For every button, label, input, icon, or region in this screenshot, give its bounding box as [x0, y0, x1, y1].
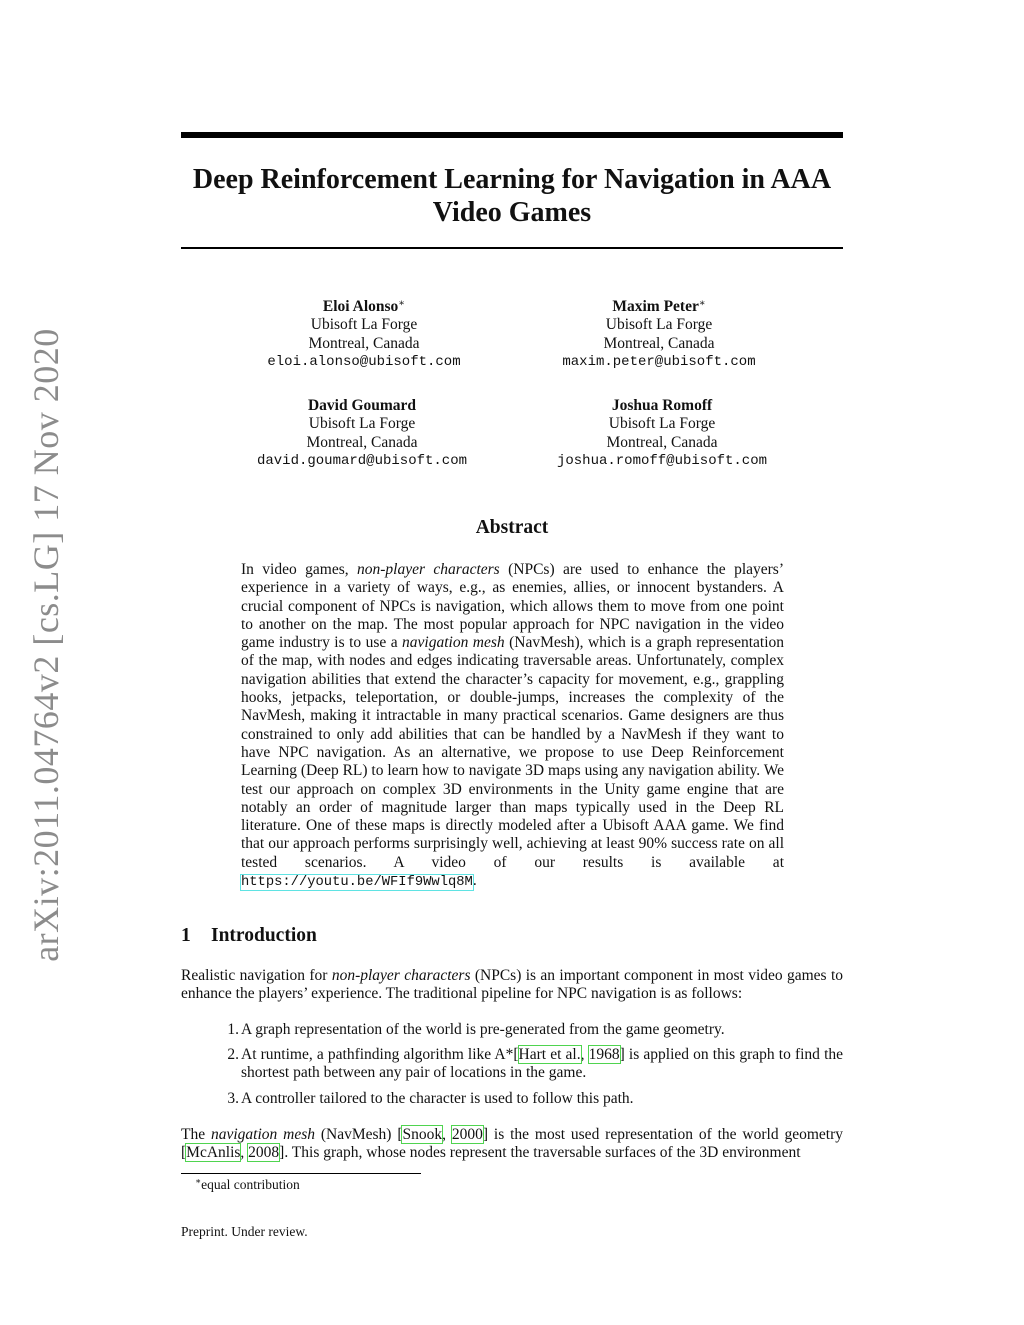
citation-author-link[interactable]: Snook — [402, 1126, 443, 1143]
title-top-rule — [181, 132, 843, 138]
video-link[interactable]: https://youtu.be/WFIf9Wwlq8M — [241, 875, 473, 891]
abstract-text: (NavMesh), which is a graph representation of the map, with nodes and edges indicating traversable areas. Unfortunately, complex navigation abilities that extend the character’s capacity for movement, e.g., grappling hooks, jetpacks, teleportation, or double-jumps, increases the complexity of the NavMesh, making it intractable in many practical scenarios. Game designers are thus constrained to only add abilities that can be handled by a NavMesh if they want to have NPC navigation. As an alternative, we propose to use Deep Reinforcement Learning (Deep RL) to learn how to navigate 3D maps using any navigation ability. We test our approach on complex 3D environments in the Unity game engine that are notably an order of magnitude larger than maps typically used in the Deep RL literature. One of these maps is directly modeled after a Ubisoft AAA game. We find that our approach performs surprisingly well, achieving at least 90% success rate on all tested scenarios. A video of our results is available at — [241, 634, 784, 871]
citation-year-link[interactable]: 2008 — [248, 1144, 280, 1162]
abstract-text: . — [472, 872, 477, 890]
equal-contribution-mark: ∗ — [698, 298, 706, 309]
paragraph-text: ]. This graph, whose nodes represent the traversable surfaces of the 3D environment — [279, 1144, 801, 1162]
author-email[interactable]: joshua.romoff@ubisoft.com — [556, 453, 768, 470]
abstract-body — [241, 561, 784, 892]
author-affiliation: Ubisoft La Forge — [605, 316, 713, 334]
list-text-part: At runtime, a pathfinding algorithm like A*[ — [241, 1046, 519, 1063]
footnote-text: equal contribution — [201, 1177, 300, 1192]
citation-author-link[interactable]: Hart et al. — [518, 1046, 581, 1063]
citation-year-link[interactable]: 2000 — [451, 1126, 483, 1143]
section-number: 1 — [181, 925, 191, 946]
author-block — [499, 295, 819, 372]
abstract-heading: Abstract — [475, 517, 549, 538]
paragraph-text: The — [181, 1126, 211, 1143]
paragraph-emphasis: non-player characters — [331, 967, 471, 984]
intro-paragraph — [181, 967, 843, 1004]
footnote-rule — [181, 1173, 421, 1174]
citation-separator: , — [442, 1126, 452, 1143]
author-name: David Goumard — [307, 397, 417, 414]
author-name: Joshua Romoff — [611, 397, 713, 414]
citation-separator: , — [240, 1144, 249, 1162]
paragraph-text: Realistic navigation for — [181, 967, 332, 984]
list-text — [241, 1046, 843, 1083]
paragraph-text: (NavMesh) [ — [315, 1126, 403, 1143]
abstract-emphasis: non-player characters — [357, 561, 500, 578]
author-affiliation: Ubisoft La Forge — [308, 415, 416, 433]
paragraph-text: ] is the most used representation of the world geometry [ — [181, 1126, 843, 1162]
equal-contribution-mark: ∗ — [398, 298, 406, 309]
list-text-part: ] is applied on this graph to find the shortest path between any pair of locations in the game. — [241, 1046, 844, 1082]
abstract-text: In video games, — [241, 561, 358, 578]
arxiv-identifier-stamp: arXiv:2011.04764v2 [cs.LG] 17 Nov 2020 — [26, 328, 66, 962]
abstract-text: (NPCs) are used to enhance the players’ experience in a variety of ways, e.g., as enemies, allies, or innocent bystanders. A crucial component of NPCs is navigation, which allows them to move from one point to another on the map. The most popular approach for NPC navigation in the video game industry is to use a — [241, 561, 784, 652]
list-number: 1. — [227, 1021, 239, 1038]
citation-year-link[interactable]: 1968 — [588, 1046, 620, 1063]
section-heading — [181, 925, 317, 947]
list-number: 3. — [227, 1090, 239, 1107]
list-text: A graph representation of the world is pre-generated from the game geometry. — [241, 1021, 725, 1038]
author-block — [204, 295, 524, 372]
author-email[interactable]: david.goumard@ubisoft.com — [256, 453, 468, 470]
author-location: Montreal, Canada — [603, 334, 715, 352]
list-number: 2. — [227, 1046, 239, 1063]
footnote — [195, 1176, 300, 1193]
footnote-mark: ∗ — [195, 1176, 202, 1186]
citation-author-link[interactable]: McAnlis — [186, 1144, 241, 1162]
intro-paragraph — [181, 1126, 843, 1163]
author-affiliation: Ubisoft La Forge — [608, 415, 716, 433]
author-location: Montreal, Canada — [308, 334, 420, 352]
paragraph-text: (NPCs) is an important component in most video games to enhance the players’ experience. The traditional pipeline for NPC navigation is as follows: — [181, 967, 843, 1003]
abstract-emphasis: navigation mesh — [402, 634, 505, 652]
author-affiliation: Ubisoft La Forge — [310, 316, 418, 334]
author-block — [502, 397, 822, 471]
title-bottom-rule — [181, 247, 843, 249]
author-location: Montreal, Canada — [606, 433, 718, 451]
author-email[interactable]: maxim.peter@ubisoft.com — [562, 354, 756, 371]
preprint-notice: Preprint. Under review. — [181, 1224, 308, 1239]
paragraph-emphasis: navigation mesh — [210, 1126, 315, 1143]
citation-separator: , — [580, 1046, 589, 1063]
author-block — [202, 397, 522, 471]
list-text: A controller tailored to the character is used to follow this path. — [241, 1090, 634, 1107]
paper-title: Deep Reinforcement Learning for Navigation in AAA Video Games — [192, 164, 832, 228]
author-name: Eloi Alonso — [322, 298, 399, 315]
author-email[interactable]: eloi.alonso@ubisoft.com — [267, 354, 461, 371]
section-title: Introduction — [211, 925, 317, 946]
author-name: Maxim Peter — [612, 298, 699, 315]
author-location: Montreal, Canada — [306, 433, 418, 451]
